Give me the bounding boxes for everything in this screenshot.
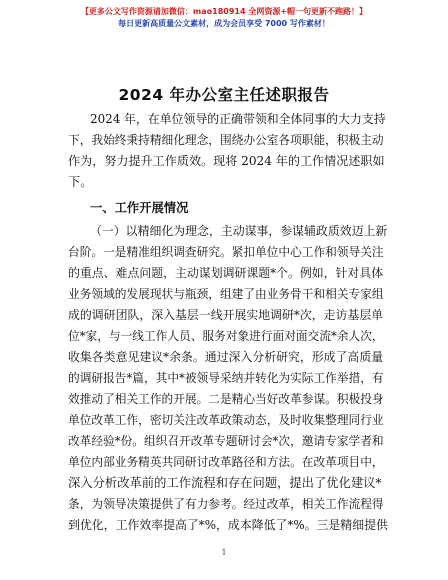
body-line: 条，为领导决策提供了有力参考。经过改革，相关工作流程得 — [68, 497, 384, 511]
document-title: 2024 年办公室主任述职报告 — [118, 86, 330, 104]
page-number: 1 — [221, 548, 227, 557]
promo-banner-line-1: 【更多公文写作资源请加微信：mao180914 全网资源+帽一句更新不跑路！】 — [80, 7, 368, 16]
promo-banner-line-2: 每日更新高质量公文素材，成为会员享受 7000 写作素材！ — [118, 19, 330, 28]
body-line: 单位内部业务精英共同研讨改革路径和方法。在改革项目中， — [68, 455, 384, 469]
body-line: 的调研报告*篇，其中*被领导采纳并转化为实际工作举措，有 — [68, 371, 384, 385]
body-line: 成的调研团队，深入基层一线开展实地调研*次，走访基层单 — [68, 308, 384, 322]
body-line: 下。 — [68, 175, 93, 189]
body-line: （一）以精细化为理念，主动谋事，参谋辅政质效迈上新 — [90, 224, 388, 238]
body-line: 到优化，工作效率提高了*%，成本降低了*%。三是精细提供 — [68, 518, 388, 532]
body-line: 收集各类意见建议*余条。通过深入分析研究，形成了高质量 — [68, 350, 384, 364]
body-line: 深入分析改革前的工作流程和存在问题，提出了优化建议* — [68, 476, 382, 490]
body-line: 效推动了相关工作的开展。二是精心当好改革参谋。积极投身 — [68, 392, 384, 406]
body-line: 单位改革工作，密切关注改革政策动态，及时收集整理同行业 — [68, 413, 384, 427]
body-line: 作为，努力提升工作质效。现将 2024 年的工作情况述职如 — [68, 154, 385, 168]
body-line: 的重点、难点问题，主动谋划调研课题*个。例如，针对具体 — [68, 266, 384, 280]
body-line: 改革经验*份。组织召开改革专题研讨会*次，邀请专家学者和 — [68, 434, 384, 448]
body-line: 业务领域的发展现状与瓶颈，组建了由业务骨干和相关专家组 — [68, 287, 384, 301]
body-line: 位*家，与一线工作人员、服务对象进行面对面交流*余人次， — [68, 329, 384, 343]
body-line: 台阶。一是精准组织调查研究。紧扣单位中心工作和领导关注 — [68, 245, 384, 259]
body-line: 2024 年，在单位领导的正确带领和全体同事的大力支持 — [90, 112, 386, 126]
body-line: 下，我始终秉持精细化理念，围绕办公室各项职能，积极主动 — [68, 133, 384, 147]
section-heading: 一、工作开展情况 — [90, 201, 189, 215]
promo-banner — [0, 6, 448, 30]
